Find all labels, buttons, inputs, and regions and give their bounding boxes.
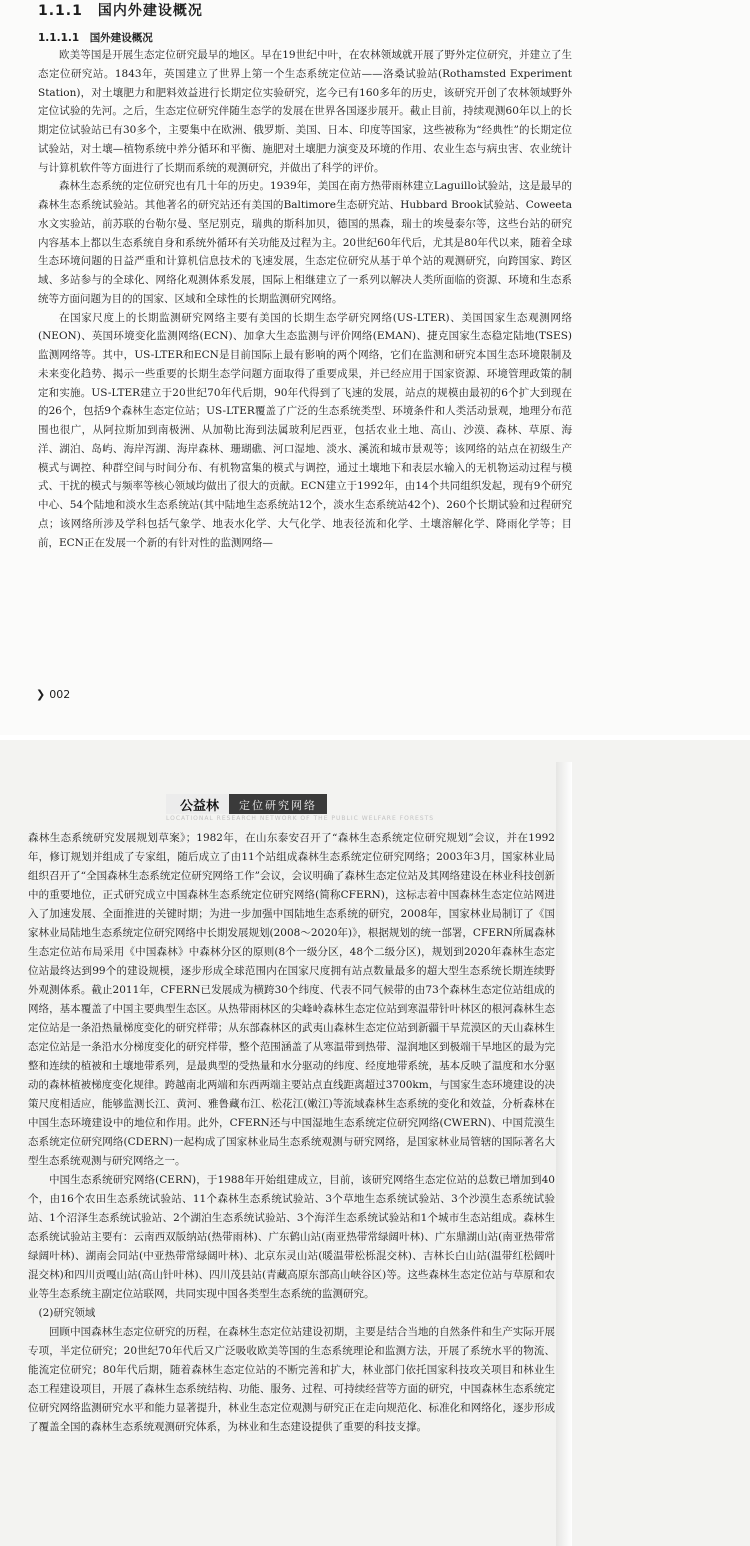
page-edge (556, 762, 572, 1546)
header-series-title: 定位研究网络 (229, 794, 327, 814)
subsection-heading: 1.1.1.1 国外建设概况 (38, 32, 153, 44)
header-english-subtitle: LOCATIONAL RESEARCH NETWORK OF THE PUBLIC WELFARE FORESTS (166, 815, 435, 822)
page-number-text: 002 (49, 688, 71, 701)
paragraph: 中国生态系统研究网络(CERN)，于1988年开始组建成立，目前，该研究网络生态定位站的总数已增加到40个，由16个农田生态系统试验站、11个森林生态系统试验站、3个草地生态系统试验站、3个沙漠生态系统试验站、1个沼泽生态系统试验站、2个湖泊生态系统试验站、3个海洋生态系统试验站和1个城市生态站组成。森林生态系统试验站主要有：云南西双版纳站(热带雨林)、广东鹤山站(南亚热带常绿阔叶林)、广东鼎湖山站(南亚热带常绿阔叶林)、湖南会同站(中亚热带常绿阔叶林)、北京东灵山站(暖温带松栎混交林)、吉林长白山站(温带红松阔叶混交林)和四川贡嘎山站(高山针叶林)、四川茂县站(青藏高原东部高山峡谷区)等。这些森林生态定位站与草原和农业等生态系统主副定位站联网，共同实现中国各类型生态系统的监测研究。 (28, 1174, 555, 1300)
paragraph: 森林生态系统研究发展规划草案》；1982年，在山东泰安召开了“森林生态系统定位研究规划”会议，并在1992年，修订规划并组成了专家组，随后成立了由11个站组成森林生态系统定位研究网络；2003年3月，国家林业局组织召开了“全国森林生态系统定位研究网络工作”会议，会议明确了森林生态定位站及其网络建设在林业科技创新中的重要地位，正式研究成立中国森林生态系统定位研究网络(简称CFERN)，这标志着中国森林生态定位站网进入了加速发展、全面推进的关键时期；为进一步加强中国陆地生态系统的研究，2008年，国家林业局制订了《国家林业局陆地生态系统定位研究网络中长期发展规划(2008～2020年)》，根据规划的统一部署，CFERN所属森林生态定位站布局采用《中国森林》中森林分区的原则(8个一级分区，48个二级分区)，规划到2020年森林生态定位站最终达到99个的建设规模，逐步形成全球范围内在国家尺度拥有站点数量最多的超大型生态系统长期连续野外观测体系。截止2011年，CFERN已发展成为横跨30个纬度、代表不同气候带的由73个森林生态定位站组成的网络，基本覆盖了中国主要典型生态区。从热带雨林区的尖峰岭森林生态定位站到寒温带针叶林区的根河森林生态定位站是一条沿热量梯度变化的研究样带；从东部森林区的武夷山森林生态定位站到新疆干旱荒漠区的天山森林生态定位站是一条沿水分梯度变化的研究样带，整个范围涵盖了从寒温带到热带、湿润地区到极端干旱地区的最为完整和连续的植被和土壤地带系列，是最典型的受热量和水分驱动的纬度、经度地带系统，基本反映了温度和水分驱动的森林植被梯度变化规律。跨越南北两端和东西两端主要站点直线距离超过3700km，与国家生态环境建设的决策尺度相适应，能够监测长江、黄河、雅鲁藏布江、松花江(嫩江)等流域森林生态系统的变化和效益，分析森林在中国生态环境建设中的地位和作用。此外，CFERN还与中国湿地生态系统定位研究网络(CWERN)、中国荒漠生态系统定位研究网络(CDERN)一起构成了国家林业局生态系统观测与研究网络，是国家林业局管辖的国际著名大型生态系统观测与研究网络之一。 (28, 832, 555, 1167)
section-heading: 1.1.1 国内外建设概况 (38, 3, 203, 19)
paragraph: 森林生态系统的定位研究也有几十年的历史。1939年，美国在南方热带雨林建立Laguillo试验站，这是最早的森林生态系统试验站。其他著名的研究站还有美国的Baltimore生态研究站、Hubbard Brook试验站、Coweeta水文实验站，前苏联的台勒尔曼、坚尼别克，瑞典的斯科加贝，德国的黑森，瑞士的埃曼泰尔等，这些台站的研究内容基本上都以生态系统自身和系统外循环有关功能及过程为主。20世纪60年代后，尤其是80年代以来，随着全球生态环境问题的日益严重和计算机信息技术的飞速发展，生态定位研究从基于单个站的观测研究，向跨国家、跨区域、多站参与的全球化、网络化观测体系发展，国际上相继建立了一系列以解决人类所面临的资源、环境和生态系统等方面问题为目的的国家、区域和全球性的长期监测研究网络。 (38, 180, 572, 305)
lower-page-body (28, 829, 555, 1437)
paragraph: 在国家尺度上的长期监测研究网络主要有美国的长期生态学研究网络(US-LTER)、美国国家生态观测网络(NEON)、英国环境变化监测网络(ECN)、加拿大生态监测与评价网络(EMAN)、捷克国家生态稳定陆地(TSES)监测网络等。其中，US-LTER和ECN是目前国际上最有影响的两个网络，它们在监测和研究本国生态环境限制及未来变化趋势、揭示一些重要的长期生态学问题方面取得了重要成果，并已经应用于国家资源、环境管理政策的制定和实施。US-LTER建立于20世纪70年代后期，90年代得到了飞速的发展，站点的规模由最初的6个扩大到现在的26个，包括9个森林生态定位站；US-LTER覆盖了广泛的生态系统类型、环境条件和人类活动景观，地理分布范围也很广，从阿拉斯加到南极洲、从加勒比海到法属玻利尼西亚，包括农业土地、高山、沙漠、森林、草原、海洋、湖泊、岛屿、海岸泻湖、海岸森林、珊瑚礁、河口湿地、淡水、溪流和城市景观等；该网络的站点在初级生产模式与调控、种群空间与时间分布、有机物富集的模式与调控，通过土壤地下和表层水输入的无机物运动过程与模式、干扰的模式与频率等核心领域均做出了很大的贡献。ECN建立于1992年，由14个共同组织发起，现有9个研究中心、54个陆地和淡水生态系统站(其中陆地生态系统站12个，淡水生态系统站42个)、260个长期试验和过程研究点；该网络所涉及学科包括气象学、地表水化学、大气化学、地表径流和化学、土壤溶解化学、降雨化学等；目前，ECN正在发展一个新的有针对性的监测网络— (38, 311, 572, 549)
chevron-right-icon: ❯ (36, 688, 46, 701)
upper-page-body (38, 46, 572, 552)
page-number (36, 688, 70, 701)
paragraph: 欧美等国是开展生态定位研究最早的地区。早在19世纪中叶，在农林领域就开展了野外定位研究，并建立了生态定位研究站。1843年，英国建立了世界上第一个生态系统定位站——洛桑试验站(Rothamsted Experiment Station)，对土壤肥力和肥料效益进行长期定位实验研究，迄今已有160多年的历史，该研究开创了农林领域野外定位试验的先河。之后，生态定位研究伴随生态学的发展在世界各国逐步展开。截止目前，持续观测60年以上的长期定位试验站已有30多个，主要集中在欧洲、俄罗斯、美国、日本、印度等国家，这些被称为“经典性”的长期定位试验站，对土壤—植物系统中养分循环和平衡、施肥对土壤肥力演变及环境的作用、农业生态与病虫害、农业统计与计算机软件等方面进行了长期而系统的观测研究，并做出了科学的评价。 (38, 49, 572, 174)
section-subheading: (2)研究领域 (38, 1307, 96, 1319)
header-brand: 公益林 (166, 794, 229, 814)
running-header (166, 794, 327, 814)
upper-page (0, 0, 750, 735)
paragraph: 回顾中国森林生态定位研究的历程，在森林生态定位站建设初期，主要是结合当地的自然条件和生产实际开展专项，半定位研究；20世纪70年代后又广泛吸收欧美等国的生态系统理论和监测方法，开展了系统水平的物流、能流定位研究；80年代后期，随着森林生态定位站的不断完善和扩大，林业部门依托国家科技攻关项目和林业生态工程建设项目，开展了森林生态系统结构、功能、服务、过程、可持续经营等方面的研究，中国森林生态系统定位研究网络监测研究水平和能力显著提升，林业生态定位观测与研究正在走向规范化、标准化和网络化，逐步形成了覆盖全国的森林生态系统观测研究体系，为林业和生态建设提供了重要的科技支撑。 (28, 1326, 555, 1433)
